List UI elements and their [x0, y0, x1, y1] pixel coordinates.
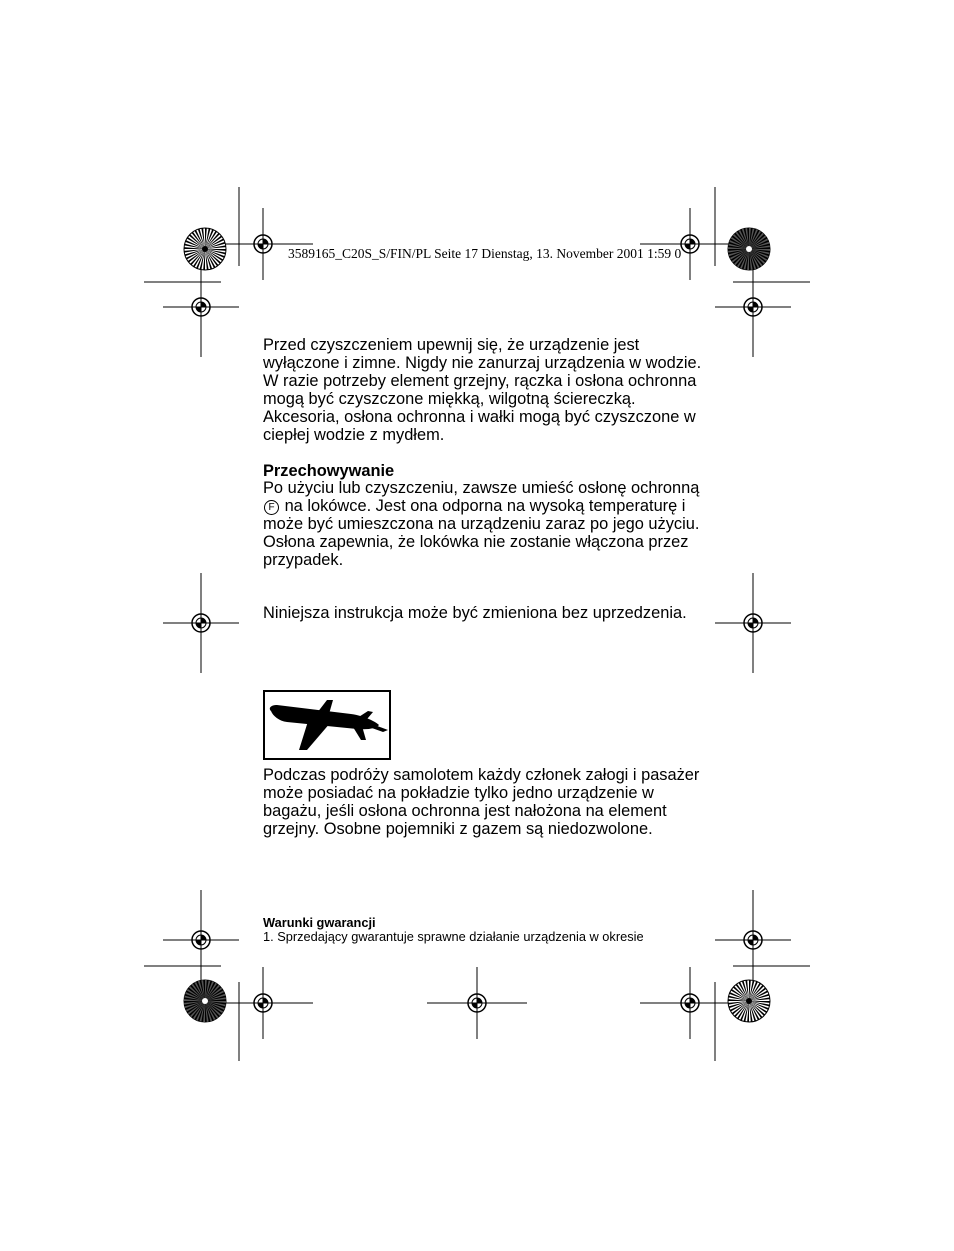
registration-target-icon: [715, 890, 791, 990]
registration-target-icon: [163, 257, 239, 357]
warranty-item-1: 1. Sprzedający gwarantuje sprawne działanie urządzenia w okresie: [263, 929, 644, 944]
print-slug: 3589165_C20S_S/FIN/PL Seite 17 Dienstag, 13. November 2001 1:59 0: [288, 246, 682, 261]
registration-target-icon: [213, 967, 313, 1039]
airplane-icon: [265, 692, 389, 758]
registration-target-icon: [213, 208, 313, 280]
registration-target-icon: [715, 257, 791, 357]
airplane-icon-box: [263, 690, 391, 760]
registration-target-icon: [715, 573, 791, 673]
storage-text-b: na lokówce. Jest ona odporna na wysoką temperaturę i może być umieszczona na urządzeniu zaraz po jego użyciu. Osłona zapewnia, że lokówka nie zostanie włączona przez przypadek.: [263, 496, 700, 569]
registration-target-icon: [427, 967, 527, 1039]
travel-paragraph: Podczas podróży samolotem każdy członek załogi i pasażer może posiadać na pokładzie tylko jedno urządzenie w bagażu, jeśli osłona ochronna jest nałożona na element grzejny. Osobne pojemniki z gazem są niedozwolone.: [263, 766, 700, 838]
starburst-icon: [184, 228, 226, 270]
circled-f-marker: F: [264, 500, 279, 515]
notice-paragraph: Niniejsza instrukcja może być zmieniona bez uprzedzenia.: [263, 604, 687, 622]
registration-target-icon: [640, 967, 740, 1039]
starburst-icon: [184, 980, 226, 1022]
warranty-heading: Warunki gwarancji: [263, 915, 376, 930]
registration-target-icon: [640, 208, 740, 280]
starburst-icon: [728, 980, 770, 1022]
starburst-icon: [728, 228, 770, 270]
storage-heading: Przechowywanie: [263, 462, 395, 480]
storage-text-a: Po użyciu lub czyszczeniu, zawsze umieść osłonę ochronną: [263, 479, 700, 497]
storage-paragraph: [263, 480, 703, 570]
registration-target-icon: [163, 890, 239, 990]
registration-target-icon: [163, 573, 239, 673]
cleaning-paragraph: Przed czyszczeniem upewnij się, że urządzenie jest wyłączone i zimne. Nigdy nie zanurzaj urządzenia w wodzie. W razie potrzeby element grzejny, rączka i osłona ochronna mogą być czyszczone miękką, wilgotną ściereczką. Akcesoria, osłona ochronna i wałki mogą być czyszczone w ciepłej wodzie z mydłem.: [263, 336, 702, 444]
